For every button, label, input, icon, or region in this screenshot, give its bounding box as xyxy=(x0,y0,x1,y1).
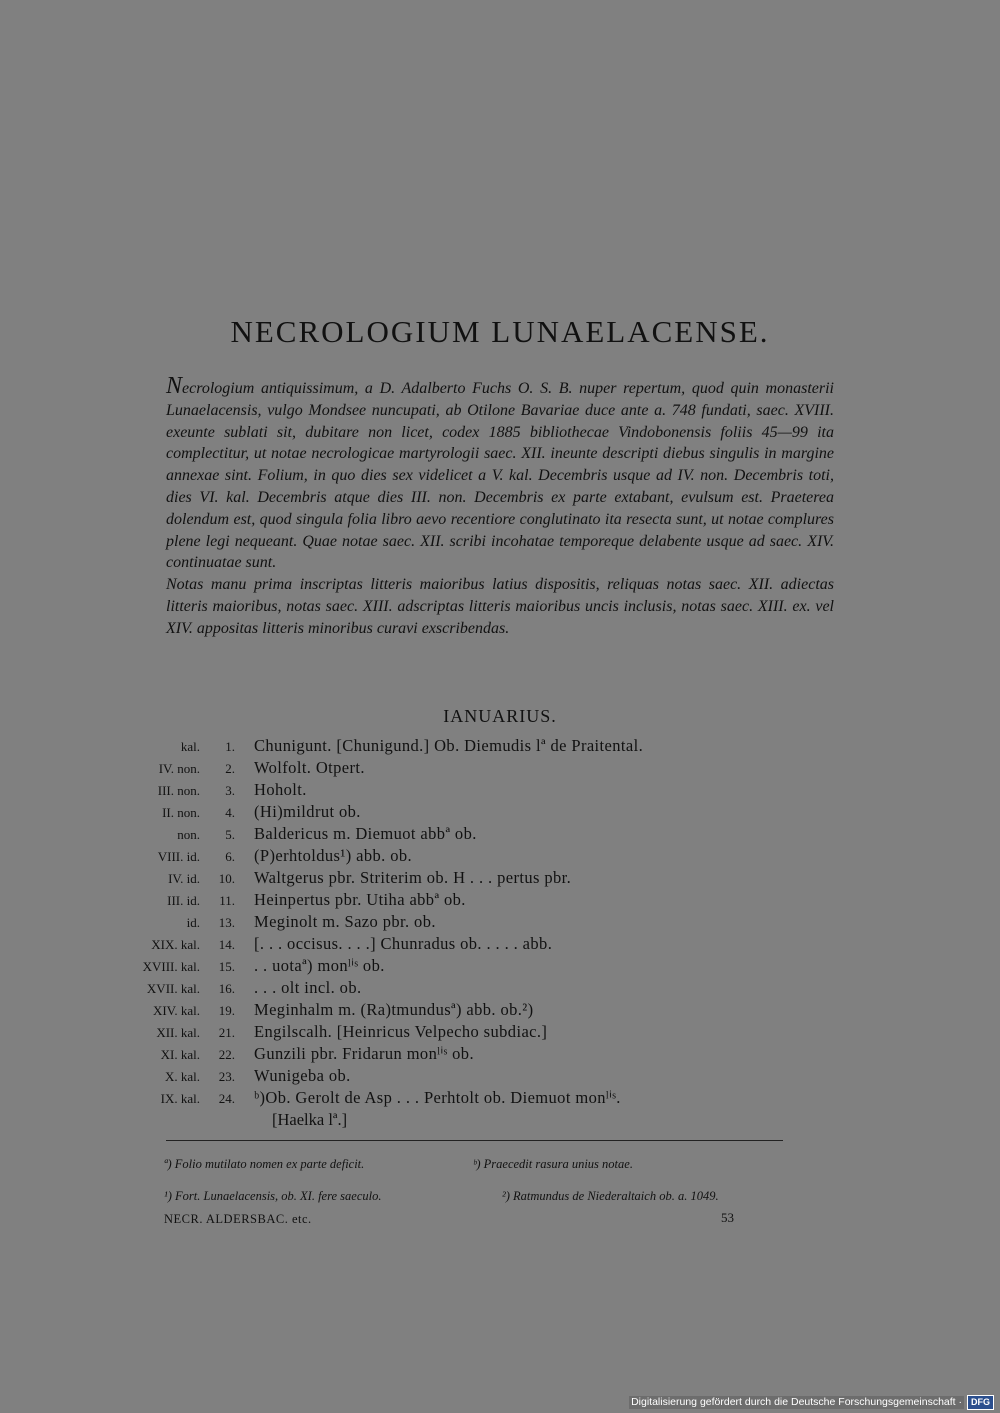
entry-text: Gunzili pbr. Fridarun monˡⁱˢ ob. xyxy=(254,1044,474,1063)
entry-day-number: 21. xyxy=(218,1025,235,1040)
intro-paragraph-1-body: ecrologium antiquissimum, a D. Adalberto Fuchs O. S. B. nuper repertum, quod quin monasterii Lunaelacensis, vulgo Mondsee nuncupati, ab Otilone Bavariae duce ante a. 748 fundati, saec. XVIII. exeunte sublati sit, dubitare non licet, codex 1885 bibliothecae Vindobonensis foliis 45—99 ita complectitur, ut notae necrologicae martyrologii saec. XII. ineunte descripti diebus singulis in margine annexae sint. Folium, in quo dies sex videlicet a V. kal. Decembris usque ad IV. non. Decembris toti, dies VI. kal. Decembris atque dies III. non. Decembris ex parte extabant, evulsum est. Praeterea dolendum est, quod singula folia libro aevo recentiore conglutinato ita resecta sunt, ut notae complures plene legi nequeant. Quae notae saec. XII. scribi incohatae temporeque delabente usque ad saec. XIV. continuatae sunt. xyxy=(166,380,834,572)
footnote-b: ᵇ) Praecedit rasura unius notae. xyxy=(473,1157,633,1171)
entry-date: non. xyxy=(177,827,200,842)
entry-date: XIX. kal. xyxy=(151,937,200,952)
entry-date: III. non. xyxy=(157,783,200,798)
page-number: 53 xyxy=(721,1210,734,1225)
entry-day-number: 19. xyxy=(218,1003,235,1018)
entry-date: IV. id. xyxy=(168,871,200,886)
entry-text: [. . . occisus. . . .] Chunradus ob. . . . . abb. xyxy=(254,934,553,953)
entry-day-number: 14. xyxy=(218,937,235,952)
entry-row xyxy=(0,758,1000,780)
intro-paragraph-2: Notas manu prima inscriptas litteris maioribus latius dispositis, reliquas notas saec. XII. adiectas litteris maioribus, notas saec. XIII. adscriptas litteris maioribus uncis inclusis, notas saec. XIII. ex. vel XIV. appositas litteris minoribus curavi exscribendas. xyxy=(166,576,834,637)
entry-row xyxy=(0,956,1000,978)
entry-day-number: 23. xyxy=(218,1069,235,1084)
entry-day-number: 6. xyxy=(225,849,235,864)
entry-date: XII. kal. xyxy=(156,1025,200,1040)
entry-day-number: 4. xyxy=(225,805,235,820)
entry-row xyxy=(0,868,1000,890)
entry-date: XVII. kal. xyxy=(146,981,200,996)
entry-day-number: 11. xyxy=(219,893,235,908)
entry-date: X. kal. xyxy=(164,1069,200,1084)
entry-text: . . . olt incl. ob. xyxy=(254,978,362,997)
footnote-1: ¹) Fort. Lunaelacensis, ob. XI. fere saeculo. xyxy=(164,1189,382,1203)
entry-row xyxy=(0,978,1000,1000)
drop-cap: N xyxy=(166,373,183,399)
month-heading: IANUARIUS. xyxy=(443,706,557,726)
entry-day-number: 5. xyxy=(225,827,235,842)
entry-text: Chunigunt. [Chunigund.] Ob. Diemudis lª de Praitental. xyxy=(254,736,644,755)
dfg-credit-text: Digitalisierung gefördert durch die Deutsche Forschungsgemeinschaft · xyxy=(631,1395,962,1408)
entry-text: Meginhalm m. (Ra)tmundusª) abb. ob.²) xyxy=(254,1000,534,1019)
entry-row xyxy=(0,1022,1000,1044)
entry-row xyxy=(0,934,1000,956)
footnote-a: ª) Folio mutilato nomen ex parte deficit. xyxy=(164,1157,365,1171)
entry-text: Meginolt m. Sazo pbr. ob. xyxy=(254,912,436,931)
entry-row xyxy=(0,1066,1000,1088)
entry-date: VIII. id. xyxy=(157,849,200,864)
entry-day-number: 2. xyxy=(225,761,235,776)
entry-date: XVIII. kal. xyxy=(142,959,200,974)
entry-text: . . uotaª) monˡⁱˢ ob. xyxy=(254,956,385,975)
entry-day-number: 3. xyxy=(225,783,235,798)
entry-row xyxy=(0,824,1000,846)
intro-text xyxy=(166,373,834,640)
entry-row xyxy=(0,1000,1000,1022)
entry-day-number: 13. xyxy=(218,915,235,930)
entry-row xyxy=(0,846,1000,868)
entry-date: IX. kal. xyxy=(160,1091,200,1106)
footnote-divider xyxy=(166,1140,783,1141)
entry-day-number: 1. xyxy=(225,739,235,754)
entry-text: (P)erhtoldus¹) abb. ob. xyxy=(254,846,413,865)
entry-date: IV. non. xyxy=(158,761,200,776)
footnote-2: ²) Ratmundus de Niederaltaich ob. a. 1049. xyxy=(502,1189,719,1203)
entry-date: III. id. xyxy=(167,893,200,908)
page-title: NECROLOGIUM LUNAELACENSE. xyxy=(230,314,770,349)
entry-continuation: [Haelka lª.] xyxy=(272,1110,348,1129)
entry-row xyxy=(0,802,1000,824)
entry-row xyxy=(0,1044,1000,1066)
entry-date: XIV. kal. xyxy=(152,1003,200,1018)
entry-date: II. non. xyxy=(162,805,200,820)
entry-day-number: 15. xyxy=(218,959,235,974)
entry-text: ᵇ)Ob. Gerolt de Asp . . . Perhtolt ob. Diemuot monˡⁱˢ. xyxy=(254,1088,621,1107)
entry-text: Baldericus m. Diemuot abbª ob. xyxy=(254,824,477,843)
entry-day-number: 22. xyxy=(218,1047,235,1062)
running-footer: NECR. ALDERSBAC. etc. xyxy=(164,1212,312,1226)
entry-text: Heinpertus pbr. Utiha abbª ob. xyxy=(254,890,466,909)
entry-row xyxy=(0,912,1000,934)
entry-text: Engilscalh. [Heinricus Velpecho subdiac.] xyxy=(254,1022,548,1041)
entry-day-number: 10. xyxy=(218,871,235,886)
entry-date: id. xyxy=(186,915,200,930)
entry-day-number: 16. xyxy=(218,981,235,996)
entry-row xyxy=(0,736,1000,758)
entry-row xyxy=(0,780,1000,802)
entry-text: Wunigeba ob. xyxy=(254,1066,351,1085)
entry-text: Wolfolt. Otpert. xyxy=(254,758,365,777)
entry-day-number: 24. xyxy=(218,1091,235,1106)
entry-text: Hoholt. xyxy=(254,780,307,799)
entry-text: Waltgerus pbr. Striterim ob. H . . . pertus pbr. xyxy=(254,868,572,887)
entry-date: XI. kal. xyxy=(160,1047,200,1062)
entry-text: (Hi)mildrut ob. xyxy=(254,802,361,821)
dfg-credit xyxy=(629,1395,994,1409)
entry-date: kal. xyxy=(180,739,200,754)
entry-row xyxy=(0,1088,1000,1129)
entry-row xyxy=(0,890,1000,912)
intro-paragraph-1 xyxy=(166,373,834,574)
dfg-logo-icon: DFG xyxy=(967,1395,994,1410)
